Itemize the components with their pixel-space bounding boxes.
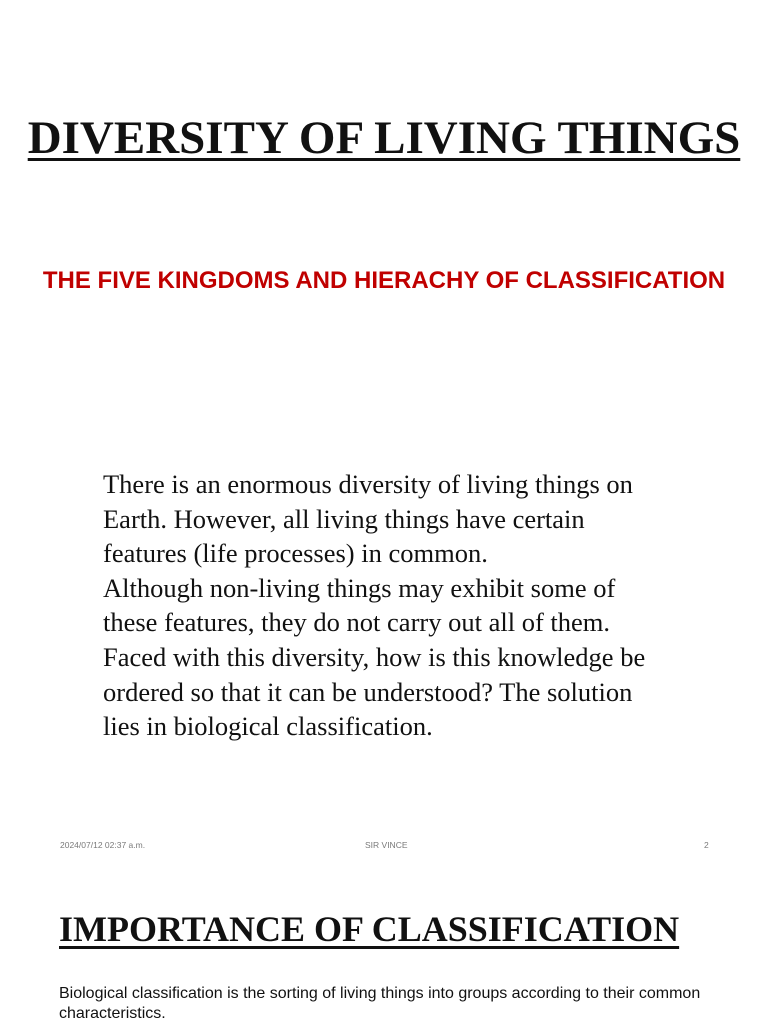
intro-paragraph: Faced with this diversity, how is this knowledge be ordered so that it can be understood? The solution lies in biological classification. (103, 641, 646, 742)
slide-title: DIVERSITY OF LIVING THINGS (27, 112, 741, 164)
intro-paragraph: Although non-living things may exhibit some of these features, they do not carry out all of them. (103, 572, 616, 638)
intro-text (103, 467, 663, 744)
footer-page-number: 2 (704, 840, 709, 850)
section-title: IMPORTANCE OF CLASSIFICATION (59, 909, 680, 949)
slide-importance-of-classification (0, 858, 768, 1024)
footer-date: 2024/07/12 02:37 a.m. (60, 840, 146, 850)
slide-subtitle: THE FIVE KINGDOMS AND HIERACHY OF CLASSIFICATION (42, 267, 726, 294)
section-body-text: Biological classification is the sorting of living things into groups according to their common characteristics. (59, 985, 701, 1022)
footer-author: SIR VINCE (365, 840, 408, 850)
intro-paragraph: There is an enormous diversity of living things on Earth. However, all living things have certain features (life processes) in common. (103, 469, 633, 569)
